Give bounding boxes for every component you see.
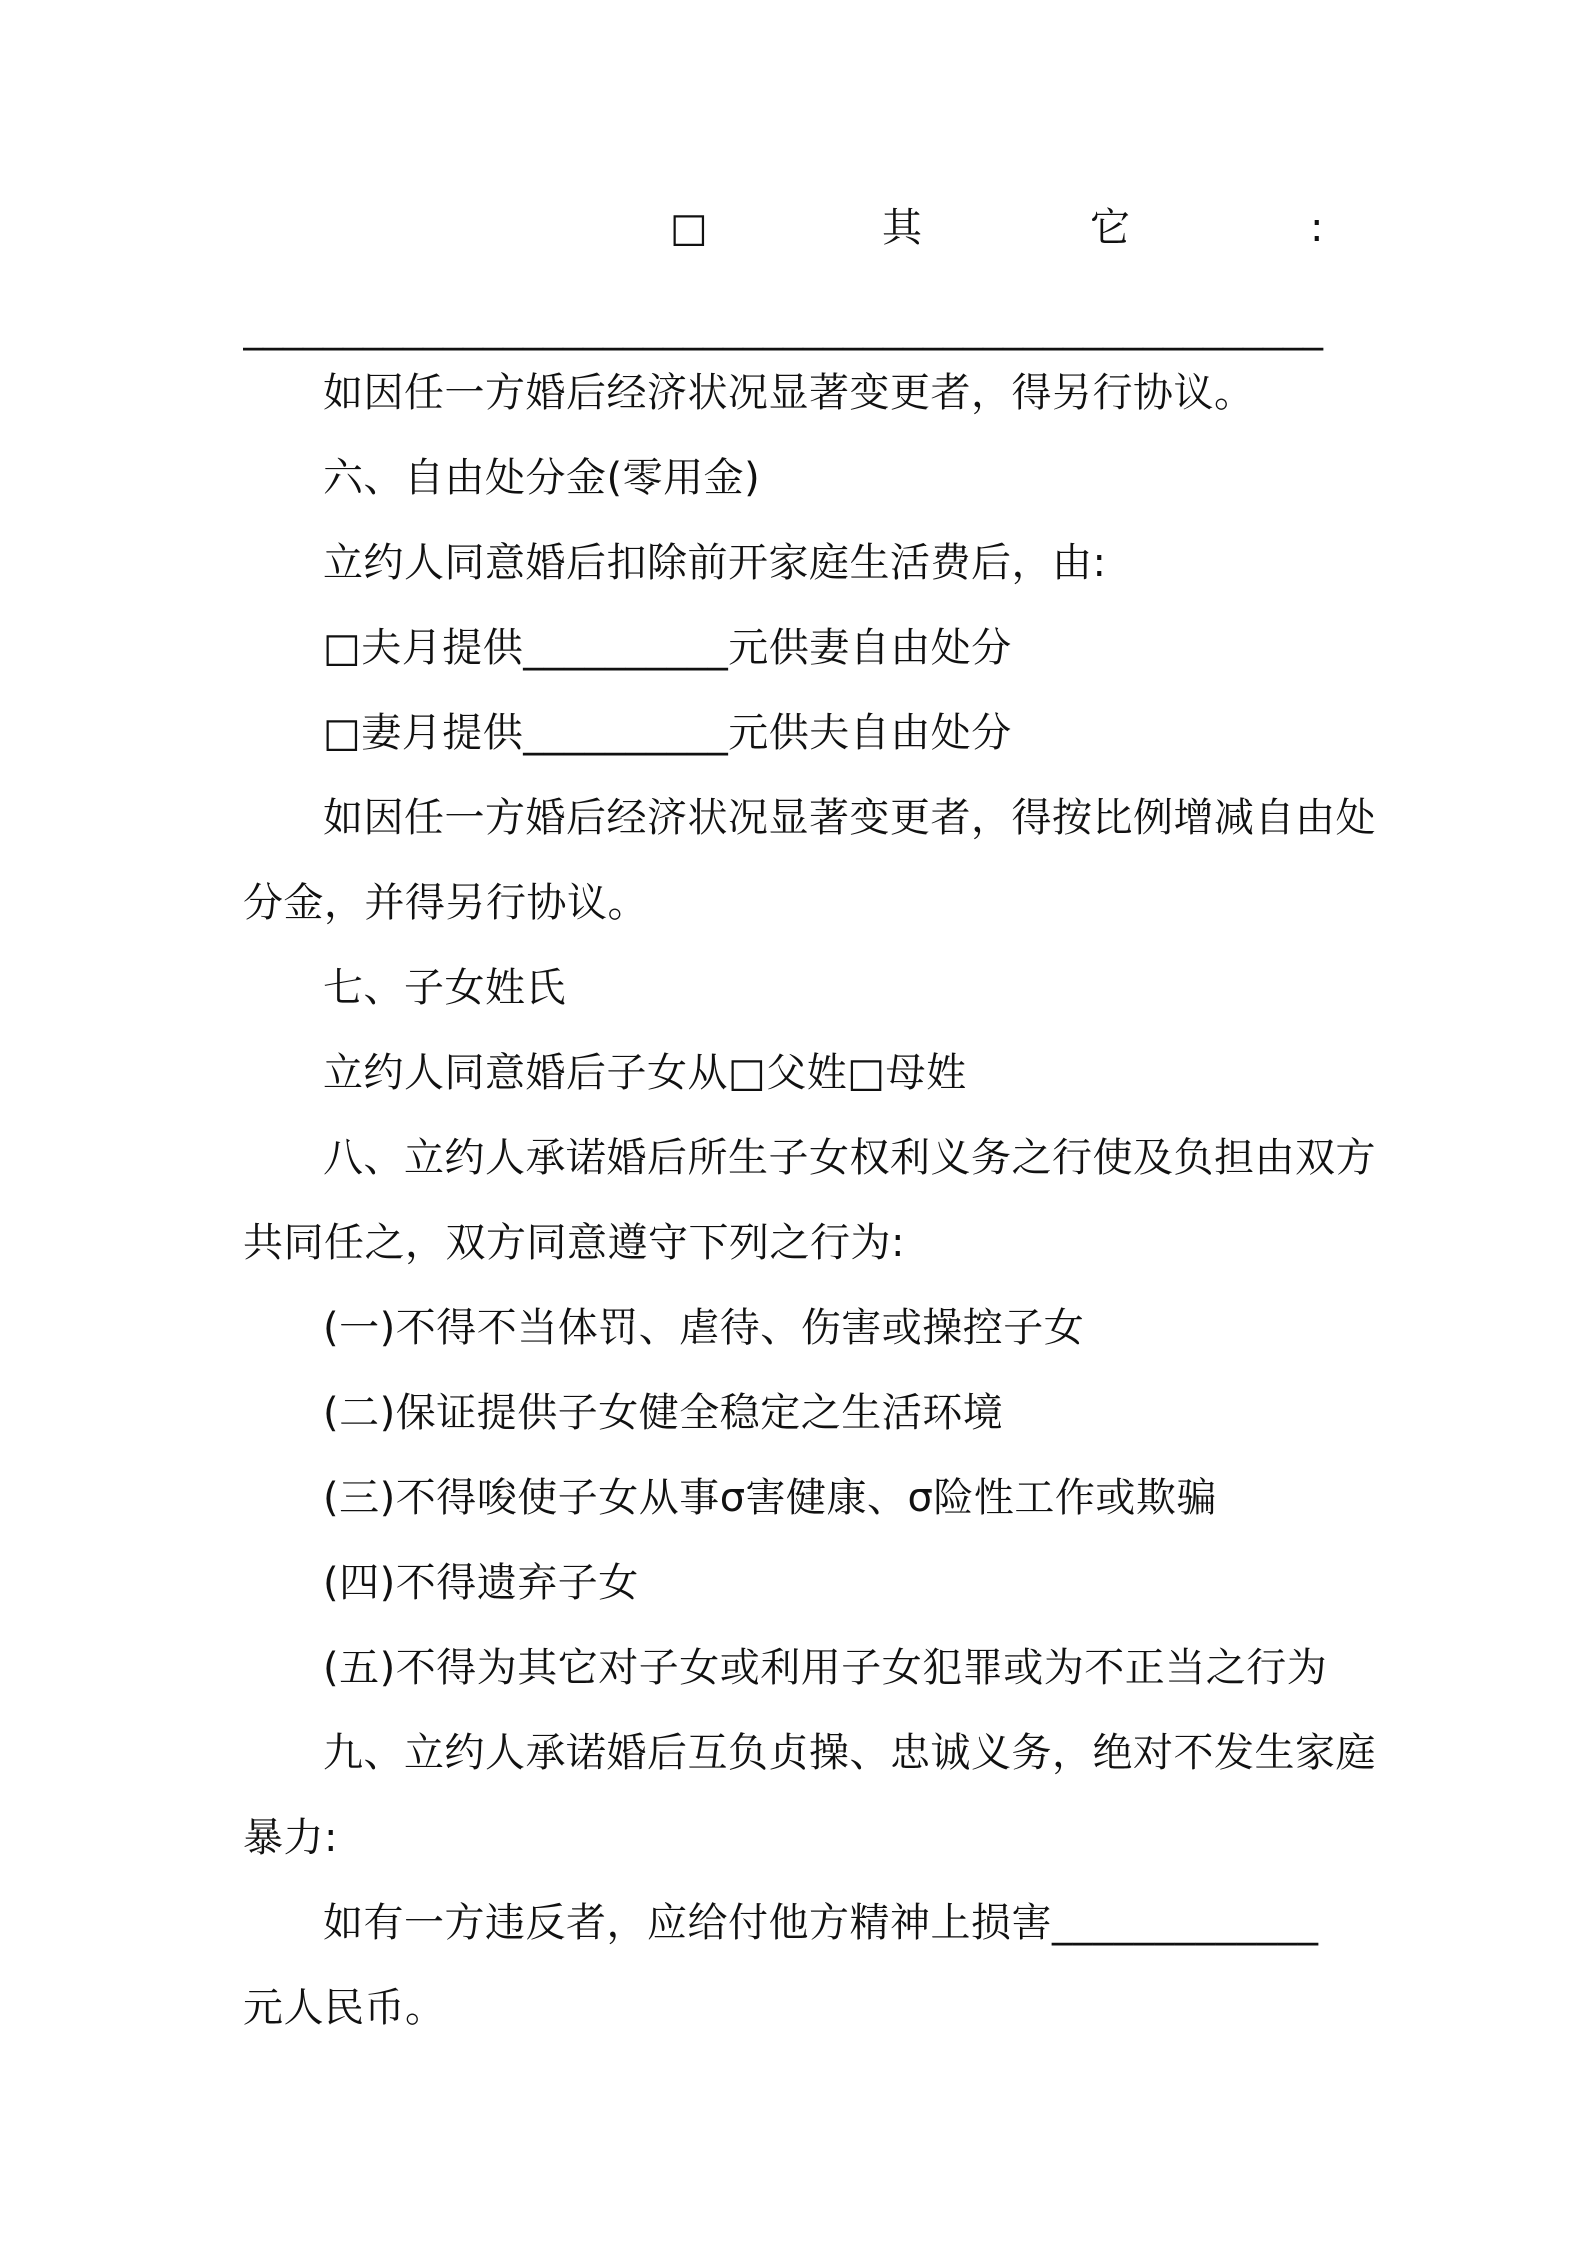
other-fill-blank-line: ______________________________________________________ xyxy=(243,305,1323,351)
other-option-row xyxy=(670,200,1350,256)
clause-8-item-3: (三)不得唆使子女从事σ害健康、σ险性工作或欺骗 xyxy=(323,1475,1217,1521)
paragraph-adjust-allowance-line1: 如因任一方婚后经济状况显著变更者，得按比例增减自由处 xyxy=(323,795,1376,841)
paragraph-adjust-allowance-line2: 分金，并得另行协议。 xyxy=(243,880,648,926)
heading-section-6: 六、自由处分金(零用金) xyxy=(323,455,761,501)
other-label-char-1: 其 xyxy=(882,205,922,251)
paragraph-compensation-unit: 元人民币。 xyxy=(243,1985,446,2031)
clause-8-item-1: (一)不得不当体罚、虐待、伤害或操控子女 xyxy=(323,1305,1085,1351)
heading-section-9-line2: 暴力: xyxy=(243,1815,338,1861)
heading-section-8-line2: 共同任之，双方同意遵守下列之行为: xyxy=(243,1220,905,1266)
other-checkbox[interactable]: □ xyxy=(670,205,708,251)
clause-8-item-4: (四)不得遗弃子女 xyxy=(323,1560,639,1606)
option-wife-provides: □妻月提供__________元供夫自由处分 xyxy=(323,710,1012,756)
paragraph-allowance-intro: 立约人同意婚后扣除前开家庭生活费后，由: xyxy=(323,540,1107,586)
heading-section-8-line1: 八、立约人承诺婚后所生子女权利义务之行使及负担由双方 xyxy=(323,1135,1376,1181)
other-label-char-2: 它 xyxy=(1090,205,1130,251)
other-label-colon: : xyxy=(1310,205,1324,251)
clause-8-item-2: (二)保证提供子女健全稳定之生活环境 xyxy=(323,1390,1004,1436)
paragraph-economic-change: 如因任一方婚后经济状况显著变更者，得另行协议。 xyxy=(323,370,1255,416)
paragraph-child-surname: 立约人同意婚后子女从□父姓□母姓 xyxy=(323,1050,967,1096)
option-husband-provides: □夫月提供__________元供妻自由处分 xyxy=(323,625,1012,671)
paragraph-violation-compensation: 如有一方违反者，应给付他方精神上损害_____________ xyxy=(323,1900,1319,1946)
heading-section-9-line1: 九、立约人承诺婚后互负贞操、忠诚义务，绝对不发生家庭 xyxy=(323,1730,1376,1776)
heading-section-7: 七、子女姓氏 xyxy=(323,965,566,1011)
clause-8-item-5: (五)不得为其它对子女或利用子女犯罪或为不正当之行为 xyxy=(323,1645,1328,1691)
